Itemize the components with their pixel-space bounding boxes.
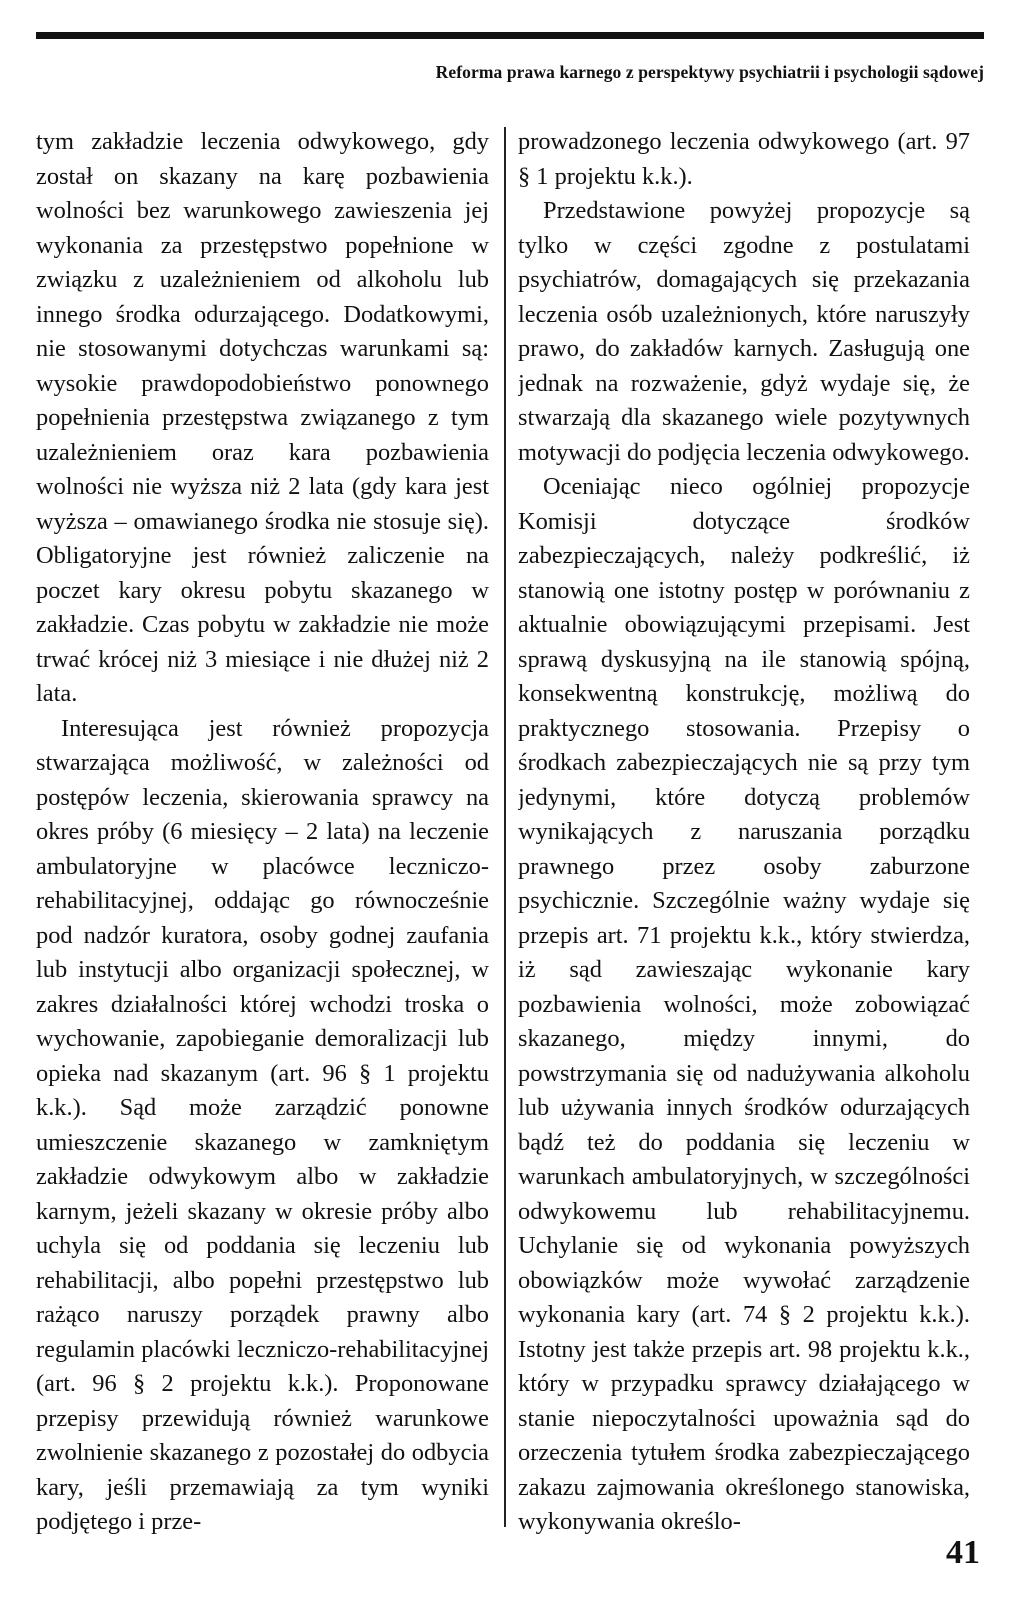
paragraph: prowadzonego leczenia odwykowego (art. 97 § 1 projektu k.k.). [518,128,970,190]
left-column [36,125,489,1577]
paragraph: tym zakładzie leczenia odwykowego, gdy został on skazany na karę pozbawienia wolności bez warunkowego zawieszenia jej wykonania za przestępstwo popełnione w związku z uzależnieniem od alkoholu lub innego środka odurzającego. Dodatkowymi, nie stosowanymi dotychczas warunkami są: wysokie prawdopodobieństwo ponownego popełnienia przestępstwa związanego z tym uzależnieniem oraz kara pozbawienia wolności nie wyższa niż 2 lata (gdy kara jest wyższa – omawianego środka nie stosuje się). Obligatoryjne jest również zaliczenie na poczet kary okresu pobytu skazanego w zakładzie. Czas pobytu w zakładzie nie może trwać krócej niż 3 miesiące i nie dłużej niż 2 lata. [36,128,489,707]
paragraph: Przedstawione powyżej propozycje są tylko w części zgodne z postulatami psychiatrów, domagających się przekazania leczenia osób uzależnionych, które naruszyły prawo, do zakładów karnych. Zasługują one jednak na rozważenie, gdyż wydaje się, że stwarzają dla skazanego wiele pozytywnych motywacji do podjęcia leczenia odwykowego. [518,197,970,466]
running-header: Reforma prawa karnego z perspektywy psychiatrii i psychologii sądowej [435,62,984,82]
right-column [518,125,970,1577]
paragraph: Oceniając nieco ogólniej propozycje Komisji dotyczące środków zabezpieczających, należy podkreślić, iż stanowią one istotny postęp w porównaniu z aktualnie obowiązującymi przepisami. Jest sprawą dyskusyjną na ile stanowią spójną, konsekwentną konstrukcję, możliwą do praktycznego stosowania. Przepisy o środkach zabezpieczających nie są przy tym jedynymi, które dotyczą problemów wynikających z naruszania porządku prawnego przez osoby zaburzone psychicznie. Szczególnie ważny wydaje się przepis art. 71 projektu k.k., który stwierdza, iż sąd zawieszając wykonanie kary pozbawienia wolności, może zobowiązać skazanego, między innymi, do powstrzymania się od nadużywania alkoholu lub używania innych środków odurzających bądź też do poddania się leczeniu w warunkach ambulatoryjnych, w szczególności odwykowemu lub rehabilitacyjnemu. Uchylanie się od wykonania powyższych obowiązków może wywołać zarządzenie wykonania kary (art. 74 § 2 projektu k.k.). Istotny jest także przepis art. 98 projektu k.k., który w przypadku sprawcy działającego w stanie niepoczytalności upoważnia sąd do orzeczenia tytułem środka zabezpieczającego zakazu zajmowania określonego stanowiska, wykonywania określo- [518,473,970,1535]
paragraph: Interesująca jest również propozycja stwarzająca możliwość, w zależności od postępów leczenia, skierowania sprawcy na okres próby (6 miesięcy – 2 lata) na leczenie ambulatoryjne w placówce leczniczo-rehabilitacyjnej, oddając go równocześnie pod nadzór kuratora, osoby godnej zaufania lub instytucji albo organizacji społecznej, w zakres działalności której wchodzi troska o wychowanie, zapobieganie demoralizacji lub opieka nad skazanym (art. 96 § 1 projektu k.k.). Sąd może zarządzić ponowne umieszczenie skazanego w zamkniętym zakładzie odwykowym albo w zakładzie karnym, jeżeli skazany w okresie próby albo uchyla się od poddania się leczeniu lub rehabilitacji, albo popełni przestępstwo lub rażąco naruszy porządek prawny albo regulamin placówki leczniczo-rehabilitacyjnej (art. 96 § 2 projektu k.k.). Proponowane przepisy przewidują również warunkowe zwolnienie skazanego z pozostałej do odbycia kary, jeśli przemawiają za tym wyniki podjętego i prze- [36,714,489,1535]
top-rule [36,32,984,39]
column-divider [504,127,506,1527]
page-number: 41 [946,1534,980,1571]
